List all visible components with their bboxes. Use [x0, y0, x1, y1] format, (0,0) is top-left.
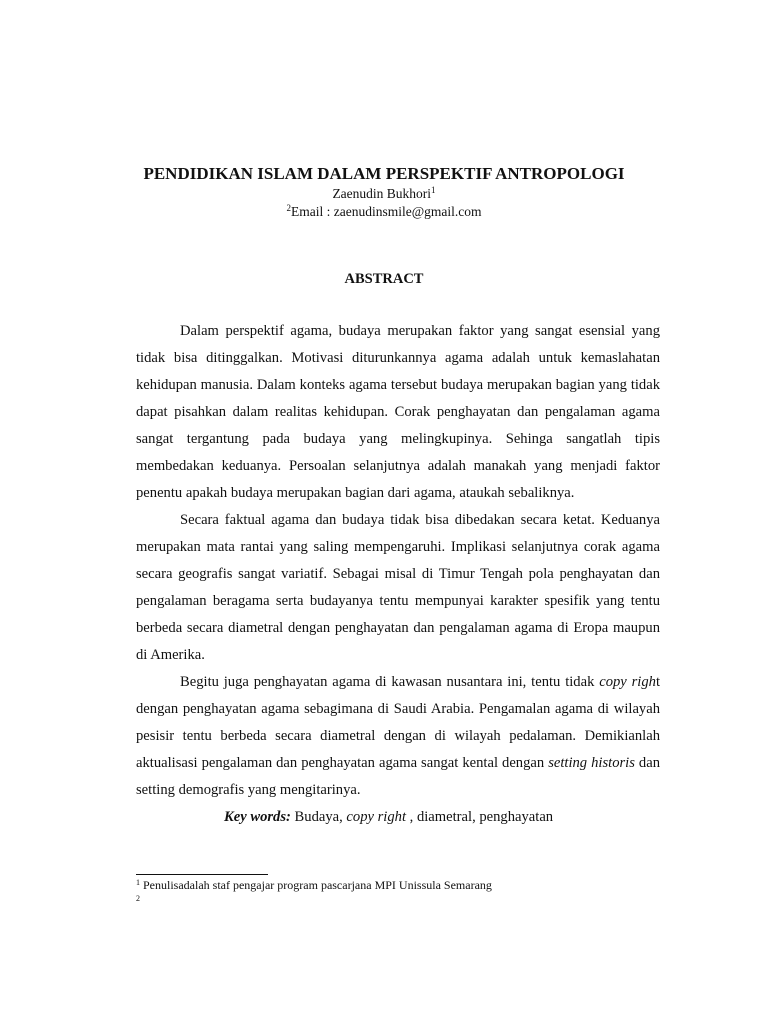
paragraph-3-italic-setting-historis: setting historis	[548, 755, 635, 771]
footnote-2	[136, 893, 660, 909]
paragraph-3-text: dan setting demografis yang mengitarinya.	[136, 755, 661, 798]
abstract-paragraph-2: Secara faktual agama dan budaya tidak bisa dibedakan secara ketat. Keduanya merupakan mata rantai yang saling mempengaruhi. Implikasi selanjutnya corak agama secara geografis sangat variatif. Sebagai misal di Timur Tengah pola penghayatan dan pengalaman beragama serta budayanya tentu mempunyai karakter spesifik yang tentu berbeda secara diametral dengan penghayatan dan pengalaman agama di Eropa maupun di Amerika.	[136, 512, 660, 663]
abstract-paragraph-1: Dalam perspektif agama, budaya merupakan faktor yang sangat esensial yang tidak bisa ditinggalkan. Motivasi diturunkannya agama adalah untuk kemaslahatan kehidupan manusia. Dalam konteks agama tersebut budaya merupakan bagian yang tidak dapat pisahkan dalam realitas kehidupan. Corak penghayatan dan pengalaman agama sangat tergantung pada budaya yang melingkupinya. Sehinga sangatlah tipis membedakan keduanya. Persoalan selanjutnya adalah manakah yang menjadi faktor penentu apakah budaya merupakan bagian dari agama, ataukah sebaliknya.	[136, 323, 660, 501]
footnote-2-marker: 2	[136, 894, 140, 903]
author-line	[0, 185, 768, 203]
email-footnote-marker: 2	[286, 203, 291, 213]
keywords-line	[136, 804, 660, 831]
footnote-1	[136, 877, 660, 893]
abstract-paragraph-3	[136, 669, 660, 804]
paragraph-3-text: Begitu juga penghayatan agama di kawasan nusantara ini, tentu tidak	[180, 674, 600, 690]
keywords-label: Key words:	[224, 809, 291, 825]
abstract-heading: ABSTRACT	[344, 271, 424, 287]
keywords-italic: copy right	[346, 809, 407, 825]
footnote-1-text: Penulisadalah staf pengajar program pascarjana MPI Unissula Semarang	[140, 878, 492, 892]
author-footnote-marker: 1	[431, 185, 436, 195]
paper-title: PENDIDIKAN ISLAM DALAM PERSPEKTIF ANTROPOLOGI	[143, 164, 625, 183]
author-email: Email : zaenudinsmile@gmail.com	[290, 204, 482, 219]
abstract-body	[136, 318, 660, 831]
footnote-separator	[136, 874, 268, 875]
email-line	[0, 203, 768, 221]
footnote-1-marker: 1	[136, 878, 140, 887]
paragraph-3-italic-copy-right: copy righ	[599, 674, 656, 690]
paragraph-3-text: t dengan penghayatan agama sebagimana di Saudi Arabia. Pengamalan agama di wilayah pesisir tentu berbeda secara diametral dengan di wilayah pedalaman. Demikianlah aktualisasi pengalaman dan penghayatan agama sangat kental dengan	[136, 674, 660, 771]
keywords-text: Budaya,	[290, 809, 347, 825]
footnotes	[136, 877, 660, 909]
author-name: Zaenudin Bukhori	[332, 186, 432, 201]
keywords-text: , diametral, penghayatan	[406, 809, 554, 825]
